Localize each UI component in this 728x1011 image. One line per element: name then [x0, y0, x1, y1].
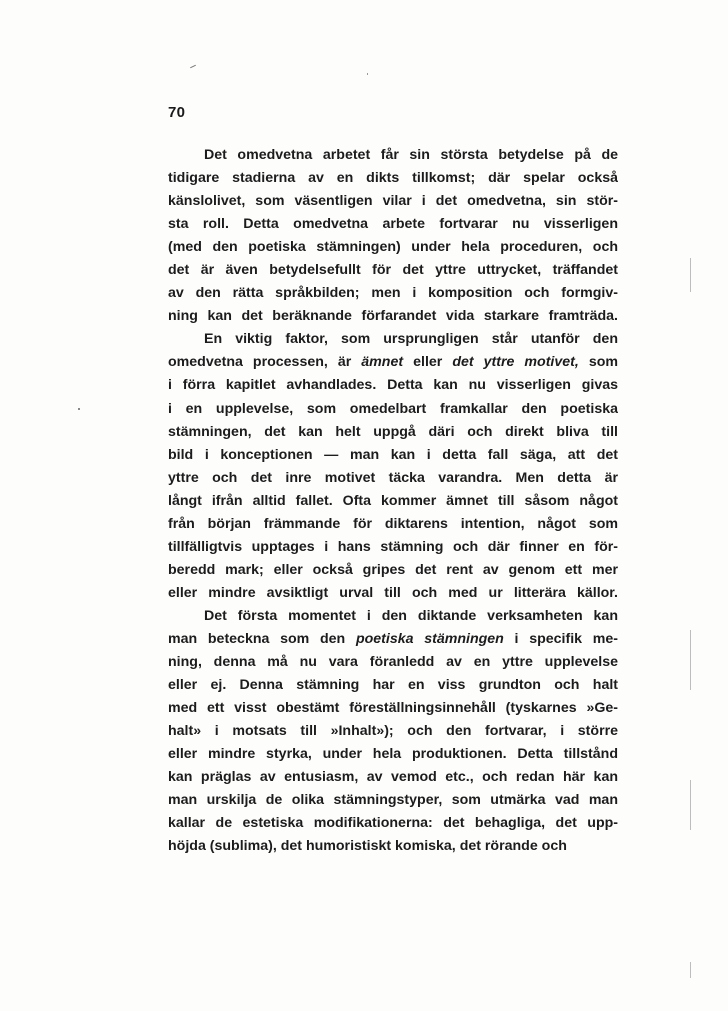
scan-speck: [78, 408, 80, 410]
text-line: (med den poetiska stämningen) under hela proceduren, och: [168, 239, 618, 256]
text-line: eller mindre styrka, under hela produktionen. Detta tillstånd: [168, 746, 618, 763]
text-line: stämningen, det kan helt uppgå däri och direkt bliva till: [168, 423, 618, 440]
text-line: eller mindre avsiktligt urval till och med ur litterära källor.: [168, 584, 618, 601]
text-line: långt ifrån alltid fallet. Ofta kommer ämnet till såsom något: [168, 492, 618, 509]
scan-speck: [367, 73, 368, 75]
text-line: yttre och det inre motivet täcka varandra. Men detta är: [168, 469, 618, 486]
text-line: tillfälligtvis upptages i hans stämning och där finner en för-: [168, 538, 618, 555]
text-span: omedvetna processen, är: [168, 354, 352, 371]
text-line: av den rätta språkbilden; men i komposition och formgiv-: [168, 285, 618, 302]
text-span: som: [588, 354, 618, 371]
text-line: eller ej. Denna stämning har en viss grundton och halt: [168, 677, 618, 694]
text-line: kallar de estetiska modifikationerna: det behagliga, det upp-: [168, 815, 618, 832]
text-line: tidigare stadierna av en dikts tillkomst; där spelar också: [168, 170, 618, 187]
text-line: man urskilja de olika stämningstyper, som utmärka vad man: [168, 792, 618, 809]
text-line: beredd mark; eller också gripes det rent av genom ett mer: [168, 561, 618, 578]
italic-term: det yttre motivet,: [452, 354, 579, 371]
page-number: 70: [168, 104, 186, 121]
text-line: kan präglas av entusiasm, av vemod etc., och redan här kan: [168, 769, 618, 786]
text-line: ning kan det beräknande förfarandet vida starkare framträda.: [168, 308, 618, 325]
text-span: eller: [413, 354, 443, 371]
body-text: [168, 144, 618, 858]
text-line: med ett visst obestämt föreställningsinnehåll (tyskarnes »Ge-: [168, 700, 618, 717]
text-line: höjda (sublima), det humoristiskt komiska, det rörande och: [168, 838, 567, 855]
italic-term: poetiska stämningen: [355, 630, 504, 647]
text-line: En viktig faktor, som ursprungligen står utanför den: [204, 331, 618, 348]
text-line: i förra kapitlet avhandlades. Detta kan nu visserligen givas: [168, 377, 618, 394]
text-line: från början främmande för diktarens intention, något som: [168, 515, 618, 532]
scan-edge-mark: [690, 630, 691, 690]
text-line: Det första momentet i den diktande verksamheten kan: [204, 607, 618, 624]
scan-edge-mark: [690, 780, 691, 830]
text-line: bild i konceptionen — man kan i detta fall säga, att det: [168, 446, 618, 463]
scan-edge-mark: [690, 258, 691, 292]
text-line: i en upplevelse, som omedelbart framkallar den poetiska: [168, 400, 618, 417]
paragraph: [168, 328, 618, 605]
text-line: känslolivet, som väsentligen vilar i det omedvetna, sin stör-: [168, 193, 618, 210]
text-span: man beteckna som den: [168, 630, 346, 647]
text-line-mixed: [168, 628, 618, 651]
text-line-mixed: [168, 351, 618, 374]
text-span: i specifik me-: [514, 630, 618, 647]
text-line: Det omedvetna arbetet får sin största betydelse på de: [204, 147, 618, 163]
scan-speck: [190, 65, 196, 68]
italic-term: ämnet: [361, 354, 404, 371]
scan-edge-mark: [690, 962, 691, 978]
paragraph: [168, 144, 618, 328]
text-line: ning, denna må nu vara föranledd av en yttre upplevelse: [168, 654, 618, 671]
text-line: sta roll. Detta omedvetna arbete fortvarar nu visserligen: [168, 216, 618, 233]
text-line: det är även betydelsefullt för det yttre uttrycket, träffandet: [168, 262, 618, 279]
paragraph: [168, 605, 618, 859]
text-line: halt» i motsats till »Inhalt»); och den fortvarar, i större: [168, 723, 618, 740]
